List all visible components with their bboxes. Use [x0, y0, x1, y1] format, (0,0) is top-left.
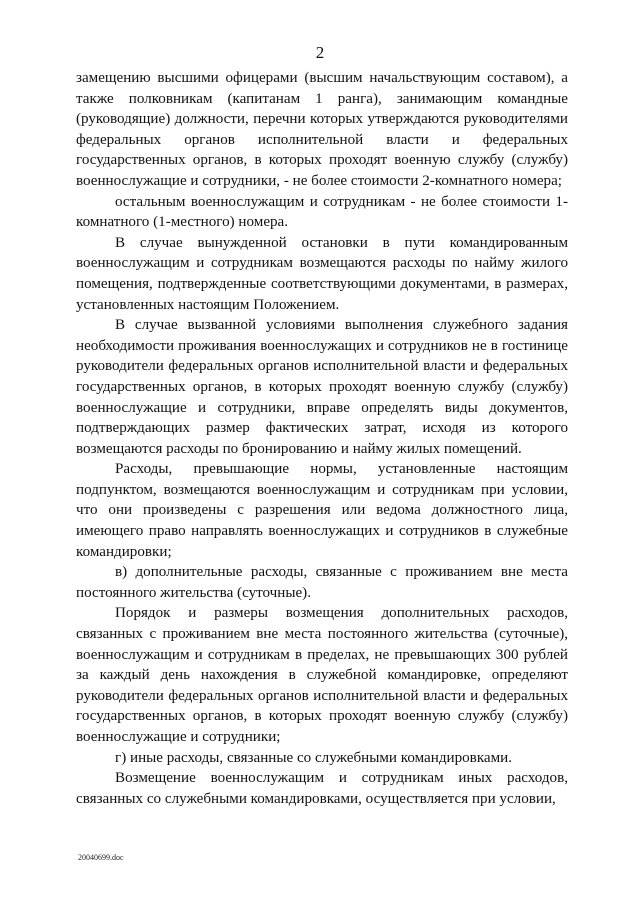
- paragraph-6: в) дополнительные расходы, связанные с проживанием вне места постоянного жительства (суточные).: [76, 564, 568, 601]
- paragraph-1: замещению высшими офицерами (высшим начальствующим составом), а также полковникам (капитанам 1 ранга), занимающим командные (руководящие) должности, перечни которых утверждаются руководителями федеральных органов исполнительной власти и федеральных государственных органов, в которых проходят военную службу (службу) военнослужащие и сотрудники, - не более стоимости 2-комнатного номера;: [76, 70, 568, 189]
- page-number: 2: [315, 43, 325, 62]
- paragraph-2: остальным военнослужащим и сотрудникам - не более стоимости 1-комнатного (1-местного) номера.: [76, 193, 568, 231]
- paragraph-3: В случае вынужденной остановки в пути командированным военнослужащим и сотрудникам возмещаются расходы по найму жилого помещения, подтвержденные соответствующими документами, в размерах, установленных настоящим Положением.: [76, 234, 568, 313]
- document-filename: 20040699.doc: [78, 853, 124, 862]
- document-body: [76, 68, 568, 809]
- paragraph-4: В случае вызванной условиями выполнения служебного задания необходимости проживания военнослужащих и сотрудников не в гостинице руководители федеральных органов исполнительной власти и федеральных государственных органов, в которых проходят военную службу (службу) военнослужащие и сотрудники, вправе определять виды документов, подтверждающих размер фактических затрат, исходя из которого возмещаются расходы по бронированию и найму жилых помещений.: [76, 317, 568, 457]
- paragraph-8: г) иные расходы, связанные со служебными командировками.: [115, 749, 513, 766]
- paragraph-9: Возмещение военнослужащим и сотрудникам иных расходов, связанных со служебными командировками, осуществляется при условии,: [76, 770, 568, 807]
- paragraph-7: Порядок и размеры возмещения дополнительных расходов, связанных с проживанием вне места постоянного жительства (суточные), военнослужащим и сотрудникам в пределах, не превышающих 300 рублей за каждый день нахождения в служебной командировке, определяют руководители федеральных органов исполнительной власти и федеральных государственных органов, в которых проходят военную службу (службу) военнослужащие и сотрудники;: [76, 605, 568, 745]
- paragraph-5: Расходы, превышающие нормы, установленные настоящим подпунктом, возмещаются военнослужащим и сотрудникам при условии, что они произведены с разрешения или ведома должностного лица, имеющего право направлять военнослужащих и сотрудников в служебные командировки;: [76, 461, 568, 560]
